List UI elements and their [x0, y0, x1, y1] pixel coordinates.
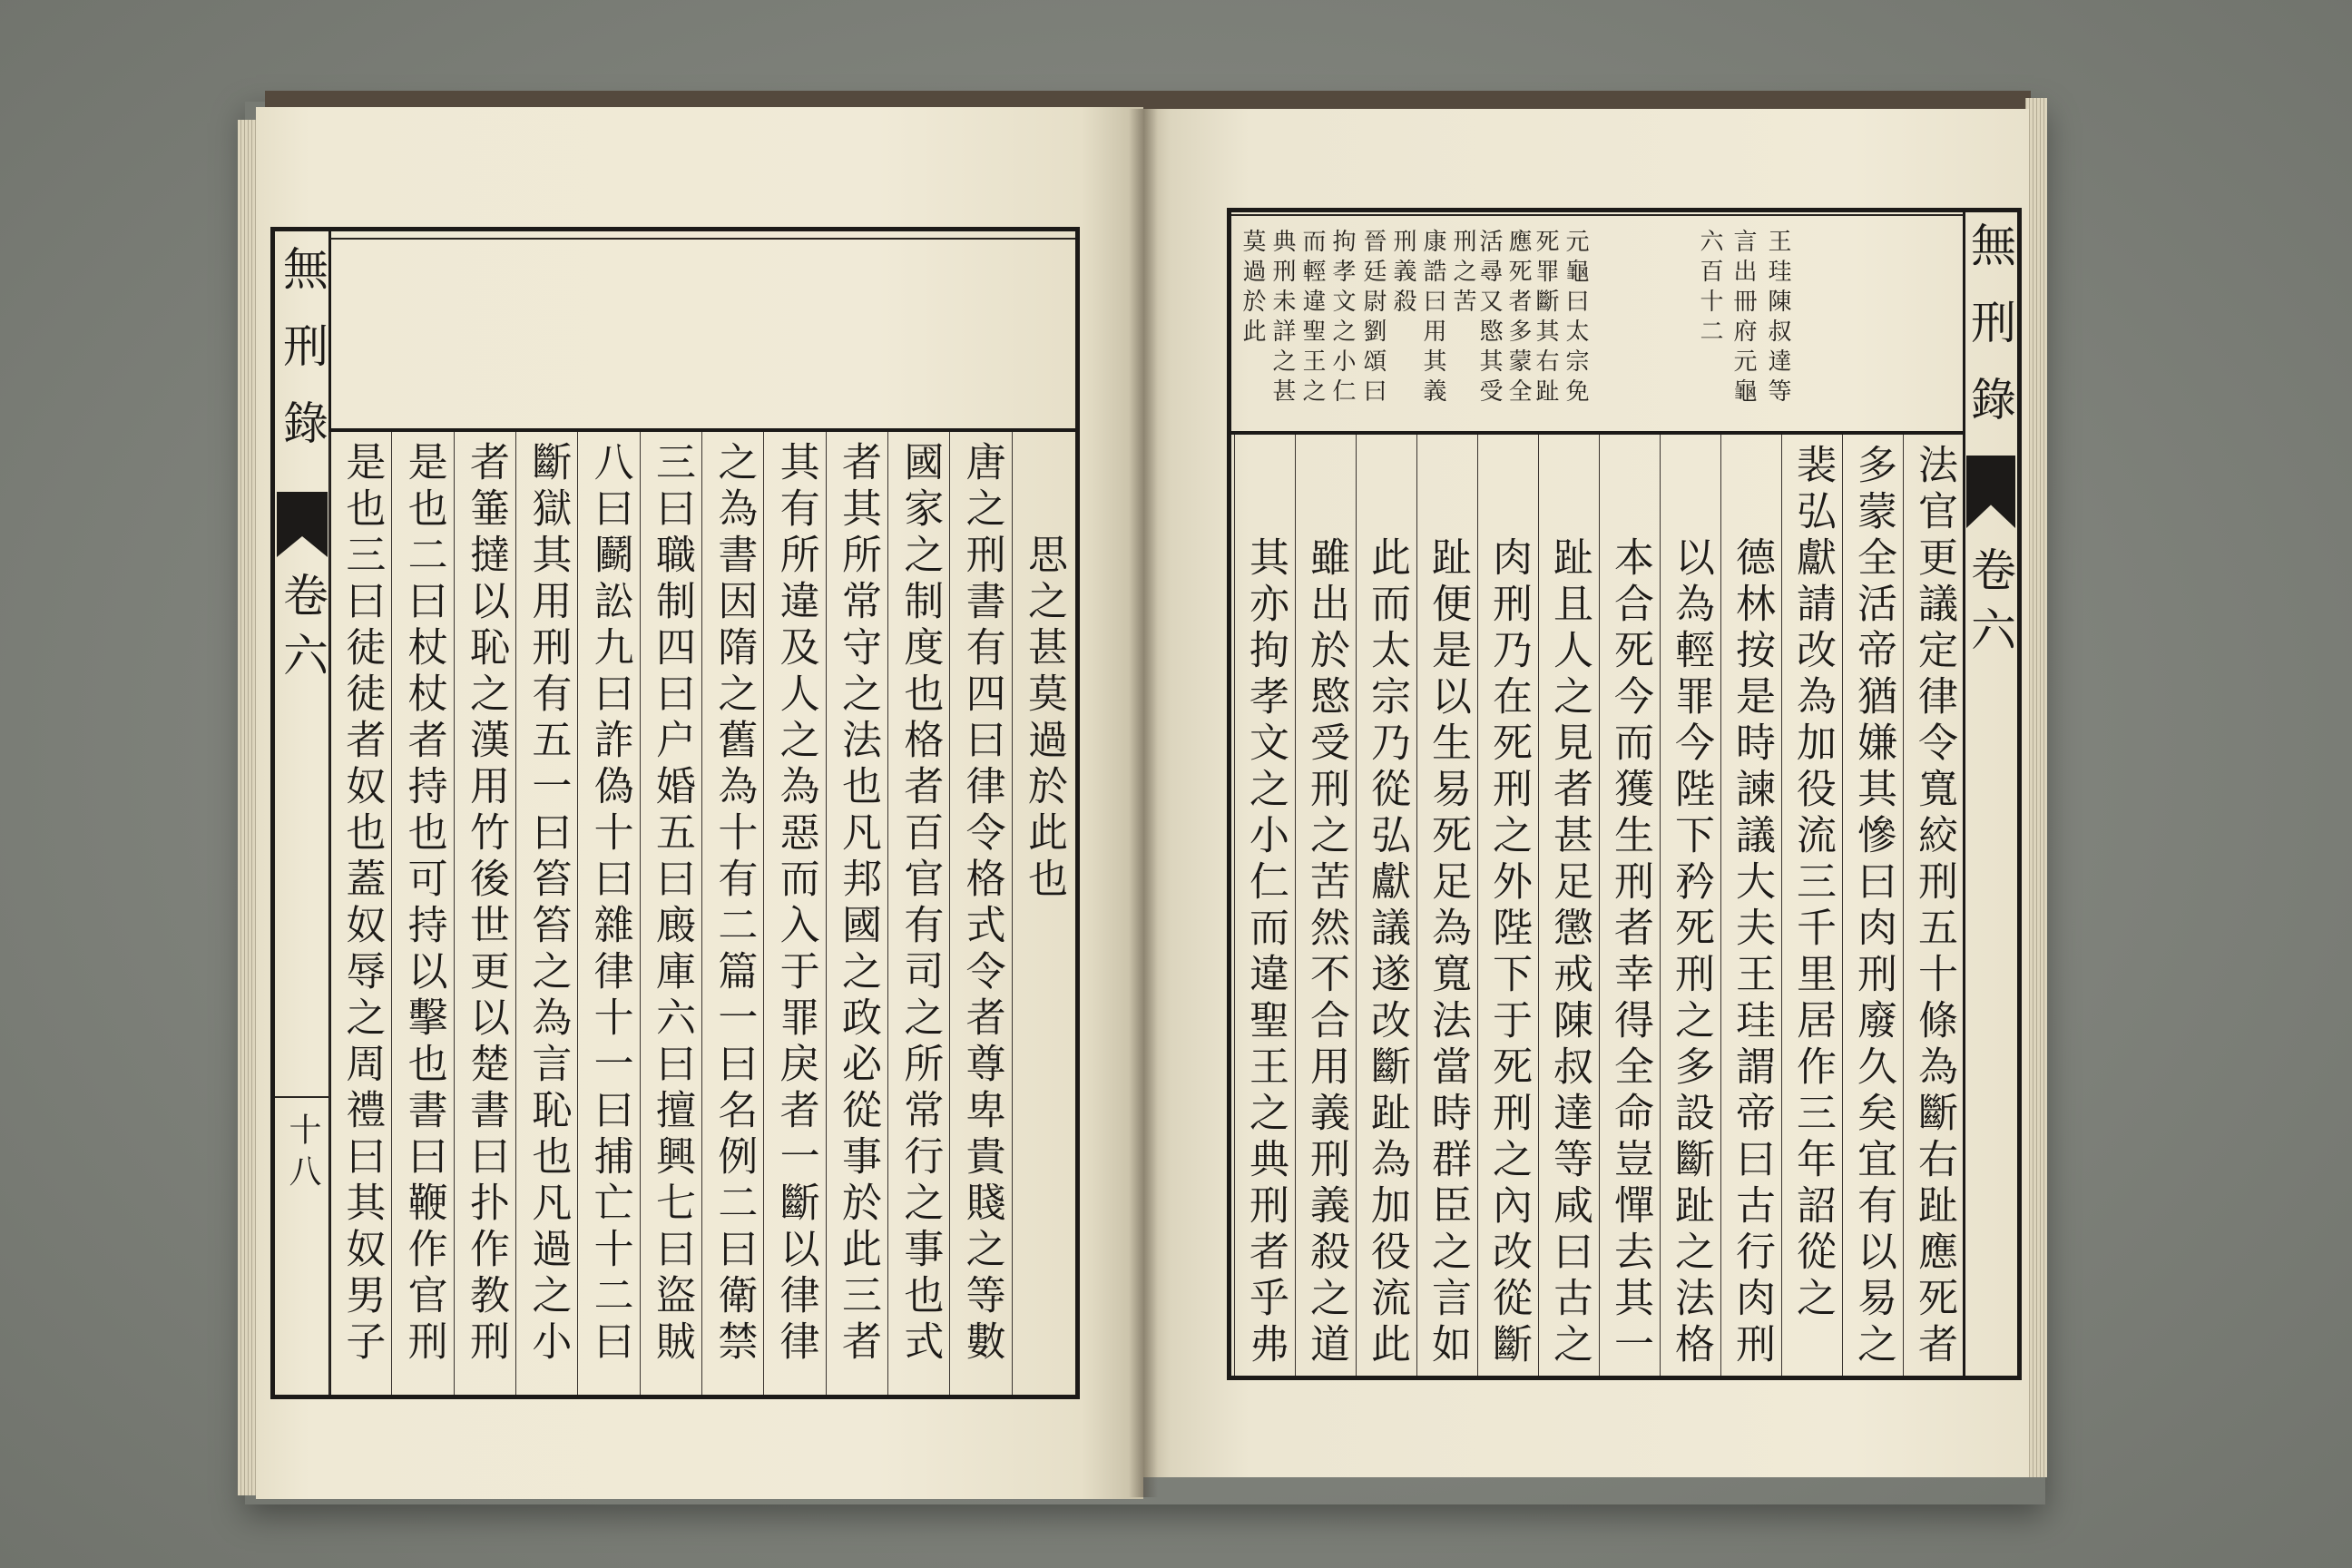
headnote-column: 拘孝文之小仁 [1328, 229, 1356, 408]
text-column: 多蒙全活帝猶嫌其慘曰肉刑廢久矣宜有以易之 [1842, 435, 1903, 1376]
headnote-column: 刑之苦 [1449, 229, 1476, 318]
text-column: 裴弘獻請改為加役流三千里居作三年詔從之 [1781, 435, 1842, 1376]
headnote-column: 活尋又愍其受 [1475, 229, 1503, 408]
text-column: 以為輕罪今陛下矜死刑之多設斷趾之法格 [1660, 435, 1720, 1376]
text-column: 國家之制度也格者百官有司之所常行之事也式 [887, 432, 949, 1395]
headnote-column: 典刑未詳之甚 [1269, 229, 1296, 408]
folio-number: 十八 [284, 1112, 321, 1196]
book-title: 無刑錄 [1964, 221, 2016, 453]
headnote-column: 而輕違聖王之 [1298, 229, 1326, 408]
headnote-column: 言出冊府元龜 [1730, 229, 1757, 408]
right-text-block [1234, 435, 1964, 1376]
headnote-column: 王珪陳叔達等 [1764, 229, 1791, 408]
book-title: 無刑錄 [276, 245, 328, 476]
headnote-column: 應死者多蒙全 [1504, 229, 1532, 408]
text-column: 本合死今而獲生刑者幸得全命豈憚去其一 [1599, 435, 1660, 1376]
text-column: 趾便是以生易死足為寬法當時群臣之言如 [1416, 435, 1477, 1376]
text-column: 者其所常守之法也凡邦國之政必從事於此三者 [826, 432, 887, 1395]
text-column: 德林按是時諫議大夫王珪謂帝曰古行肉刑 [1720, 435, 1781, 1376]
left-text-block [329, 432, 1073, 1395]
text-column: 之為書因隋之舊為十有二篇一曰名例二曰衛禁 [701, 432, 763, 1395]
text-column: 是也二曰杖杖者持也可持以擊也書曰鞭作官刑 [391, 432, 453, 1395]
text-column: 斷獄其用刑有五一曰笞笞之為言恥也凡過之小 [515, 432, 577, 1395]
text-column: 此而太宗乃從弘獻議遂改斷趾為加役流此 [1356, 435, 1416, 1376]
headnote-column: 晉廷尉劉頌曰 [1359, 229, 1387, 408]
text-column: 者箠撻以恥之漢用竹後世更以楚書曰扑作教刑 [454, 432, 515, 1395]
text-column: 雖出於愍受刑之苦然不合用義刑義殺之道 [1295, 435, 1356, 1376]
book-gutter [1129, 109, 1158, 1497]
left-headnote-box [330, 238, 1075, 432]
text-column: 其亦拘孝文之小仁而違聖王之典刑者乎弗 [1234, 435, 1295, 1376]
text-column: 法官更議定律令寬絞刑五十條為斷右趾應死者 [1903, 435, 1964, 1376]
text-column: 其有所違及人之為惡而入于罪戾者一斷以律律 [763, 432, 825, 1395]
headnote-column: 莫過於此 [1239, 229, 1266, 348]
headnote-column: 六百十二 [1696, 229, 1723, 348]
volume-label: 卷六 [1964, 546, 2016, 666]
text-column: 八曰鬬訟九曰詐偽十曰雜律十一曰捕亡十二曰 [577, 432, 639, 1395]
volume-label: 卷六 [276, 572, 328, 691]
text-column: 三曰職制四曰户婚五曰廄庫六曰擅興七曰盜賊 [640, 432, 701, 1395]
text-column: 是也三曰徒徒者奴也蓋奴辱之周禮曰其奴男子 [329, 432, 391, 1395]
text-column: 趾且人之見者甚足懲戒陳叔達等咸曰古之 [1538, 435, 1599, 1376]
headnote-column: 元龜曰太宗免 [1562, 229, 1589, 408]
headnote-column: 康誥曰用其義 [1419, 229, 1446, 408]
folio-rule [275, 1096, 329, 1098]
text-column: 思之甚莫過於此也 [1012, 432, 1073, 1395]
headnote-column: 刑義殺 [1389, 229, 1416, 318]
headnote-column: 死罪斷其右趾 [1532, 229, 1559, 408]
text-column: 肉刑乃在死刑之外陛下于死刑之內改從斷 [1477, 435, 1538, 1376]
text-column: 唐之刑書有四曰律令格式令者尊卑貴賤之等數 [949, 432, 1011, 1395]
